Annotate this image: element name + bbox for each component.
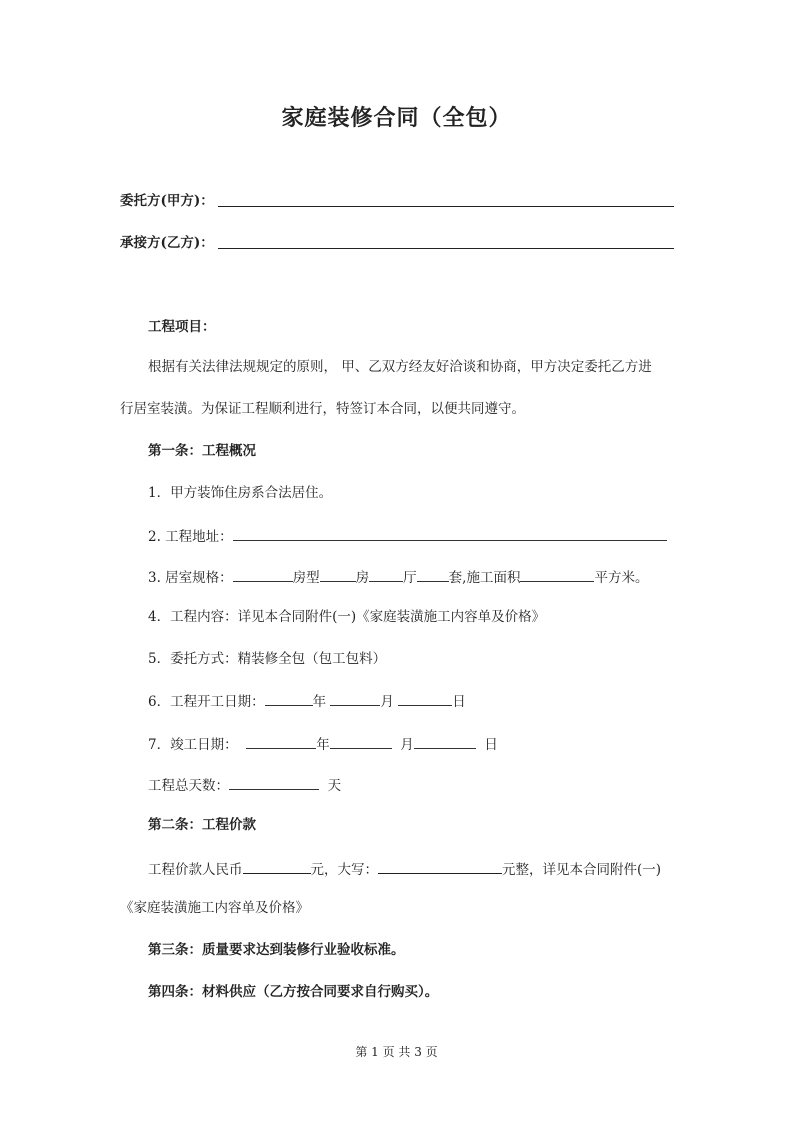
article1-item1: 1．甲方装饰住房系合法居住。 [148,485,333,501]
set-area-label: 套,施工面积 [448,570,521,586]
article1-item2 [148,525,667,546]
end-year-unit: 年 [316,737,330,753]
room-type-field[interactable] [233,566,293,582]
contractor-label: 承接方(乙方)： [120,235,214,251]
start-day-unit: 日 [452,694,466,710]
price-words-field[interactable] [378,858,502,874]
room-label: 房 [355,570,370,586]
project-intro-line1: 根据有关法律法规规定的原则， 甲、乙双方经友好洽谈和协商，甲方决定委托乙方进 [148,359,652,375]
total-days-line [148,774,341,795]
price-yuan-label: 元，大写： [310,862,378,878]
client-label: 委托方(甲方)： [120,193,214,209]
address-field[interactable] [233,525,667,541]
project-heading: 工程项目： [148,319,216,335]
room-count-field[interactable] [320,566,356,582]
article1-heading: 第一条：工程概况 [148,443,256,459]
contractor-name-field[interactable] [218,248,674,249]
area-unit: 平方米。 [594,570,649,586]
area-field[interactable] [520,566,594,582]
article3-heading: 第三条：质量要求达到装修行业验收标准。 [148,942,405,958]
room-type-label: 房型 [292,570,320,586]
page-footer: 第 1 页 共 3 页 [355,1045,438,1059]
article4-heading: 第四条：材料供应（乙方按合同要求自行购买）。 [148,984,439,1000]
article2-line2: 《家庭装潢施工内容单及价格》 [120,900,309,916]
article1-item7 [148,733,498,754]
total-days-field[interactable] [229,774,319,790]
project-intro-line2: 行居室装潢。为保证工程顺利进行，特签订本合同，以便共同遵守。 [120,401,525,417]
address-label: 2. 工程地址： [148,529,233,545]
total-days-label: 工程总天数： [148,778,229,794]
hall-label: 厅 [403,570,417,586]
article1-item4: 4．工程内容：详见本合同附件(一)《家庭装潢施工内容单及价格》 [148,609,546,625]
article1-item5: 5．委托方式：精装修全包（包工包料） [148,651,387,667]
start-year-field[interactable] [265,690,313,706]
start-year-unit: 年 [312,694,327,710]
start-day-field[interactable] [398,690,452,706]
price-suffix: 元整，详见本合同附件(一) [502,862,662,878]
end-date-label: 7．竣工日期： [148,737,238,753]
room-spec-label: 3. 居室规格： [148,570,233,586]
set-count-field[interactable] [417,566,449,582]
price-number-field[interactable] [243,858,311,874]
start-date-label: 6．工程开工日期： [148,694,265,710]
document-title: 家庭装修合同（全包） [281,105,512,131]
article2-heading: 第二条：工程价款 [148,817,256,833]
start-month-field[interactable] [330,690,380,706]
total-days-unit: 天 [327,778,342,794]
hall-count-field[interactable] [369,566,403,582]
price-prefix: 工程价款人民币 [148,862,243,878]
end-month-field[interactable] [330,733,392,749]
article1-item6 [148,690,466,711]
client-name-field[interactable] [218,206,674,207]
article1-item3 [148,566,648,587]
end-day-unit: 日 [484,737,498,753]
article2-line1 [148,858,661,879]
end-day-field[interactable] [414,733,476,749]
start-month-unit: 月 [380,694,394,710]
end-month-unit: 月 [400,737,414,753]
end-year-field[interactable] [246,733,316,749]
